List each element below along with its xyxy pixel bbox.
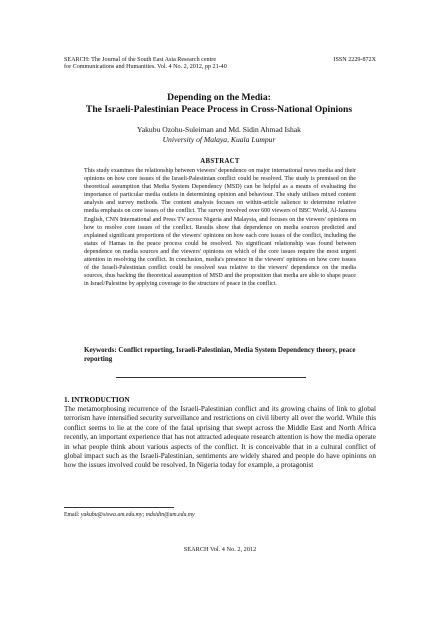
introduction-text: The metamorphosing recurrence of the Israeli-Palestinian conflict and its growing chains of link to global terrorism have intensified security surveillance and restrictions on civil liberty all over the world. While this conflict seems to lie at the core of the fatal uprising that swept across the Middle East and North Africa recently, an important experience that has not attracted adequate research attention is how the media operate in what people think about various aspects of the conflict. It is conceivable that in a cultural conflict of global impact such as the Israeli-Palestinian, sentiments are widely shared and people do have opinions on how the issues involved could be resolved. In Nigeria today for example, a protagonist <box>64 405 376 470</box>
section-divider <box>116 377 306 378</box>
affiliation: University of Malaya, Kuala Lumpur <box>162 135 276 144</box>
journal-citation <box>64 57 314 72</box>
section-heading-introduction: 1. INTRODUCTION <box>64 395 130 404</box>
title-line-2: The Israeli-Palestinian Peace Process in Cross-National Opinions <box>85 104 353 115</box>
abstract-heading: ABSTRACT <box>200 158 240 165</box>
title-line-1: Depending on the Media: <box>167 92 271 103</box>
paper-title <box>40 92 398 116</box>
keywords: Keywords: Conflict reporting, Israeli-Palestinian, Media System Dependency theory, peace reporting <box>84 346 356 364</box>
abstract-text: This study examines the relationship between viewers' dependence on major international news media and their opinions on how core issues of the Israeli-Palestinian conflict could be resolved. The study is premised on the theoretical assumption that Media System Dependency (MSD) can be helpful as a means of evaluating the importance of particular media outlets in determining opinion and behaviour. The study utilises mixed content analysis and survey methods. The content analysis focuses on within-article salience to determine relative media emphasis on core issues of the conflict. The survey involved over 600 viewers of BBC World, Al-Jazeera English, CNN International and Press TV across Nigeria and Malaysia, and focuses on the viewers' opinions on how to resolve core issues of the conflict. Results show that dependence on media sources predicted and explained significant proportions of the viewers' opinions on how each core issues of the conflict, including the status of Hamas in the peace process could be resolved. No significant relationship was found between dependence on media sources and the viewers' opinions on which of the core issues require the most urgent attention in resolving the conflict. In conclusion, media's presence in the viewers' opinions on how core issues of the Israeli-Palestinian conflict could be resolved was relative to the viewers' dependence on the media sources, thus backing the theoretical assumption of MSD and the proposition that media are able to shape peace in Israel/Palestine by applying coverage to the structure of peace in the conflict. <box>84 168 356 288</box>
author-emails: yakubu@siswa.um.edu.my; mdsidin@um.edu.my <box>80 512 195 518</box>
journal-line-1: SEARCH: The Journal of the South East Asia Research centre <box>64 57 217 63</box>
footnote-divider <box>64 507 174 508</box>
authors: Yakubu Ozohu-Suleiman and Md. Sidin Ahmad Ishak <box>137 125 301 134</box>
issn: ISSN 2229-872X <box>333 57 376 63</box>
journal-line-2: for Communications and Humanities. Vol. 4 No. 2, 2012, pp 21-40 <box>64 64 227 71</box>
page-footer: SEARCH Vol. 4 No. 2, 2012 <box>183 546 257 553</box>
footnote <box>64 512 376 519</box>
footnote-label: Email: <box>64 512 80 518</box>
